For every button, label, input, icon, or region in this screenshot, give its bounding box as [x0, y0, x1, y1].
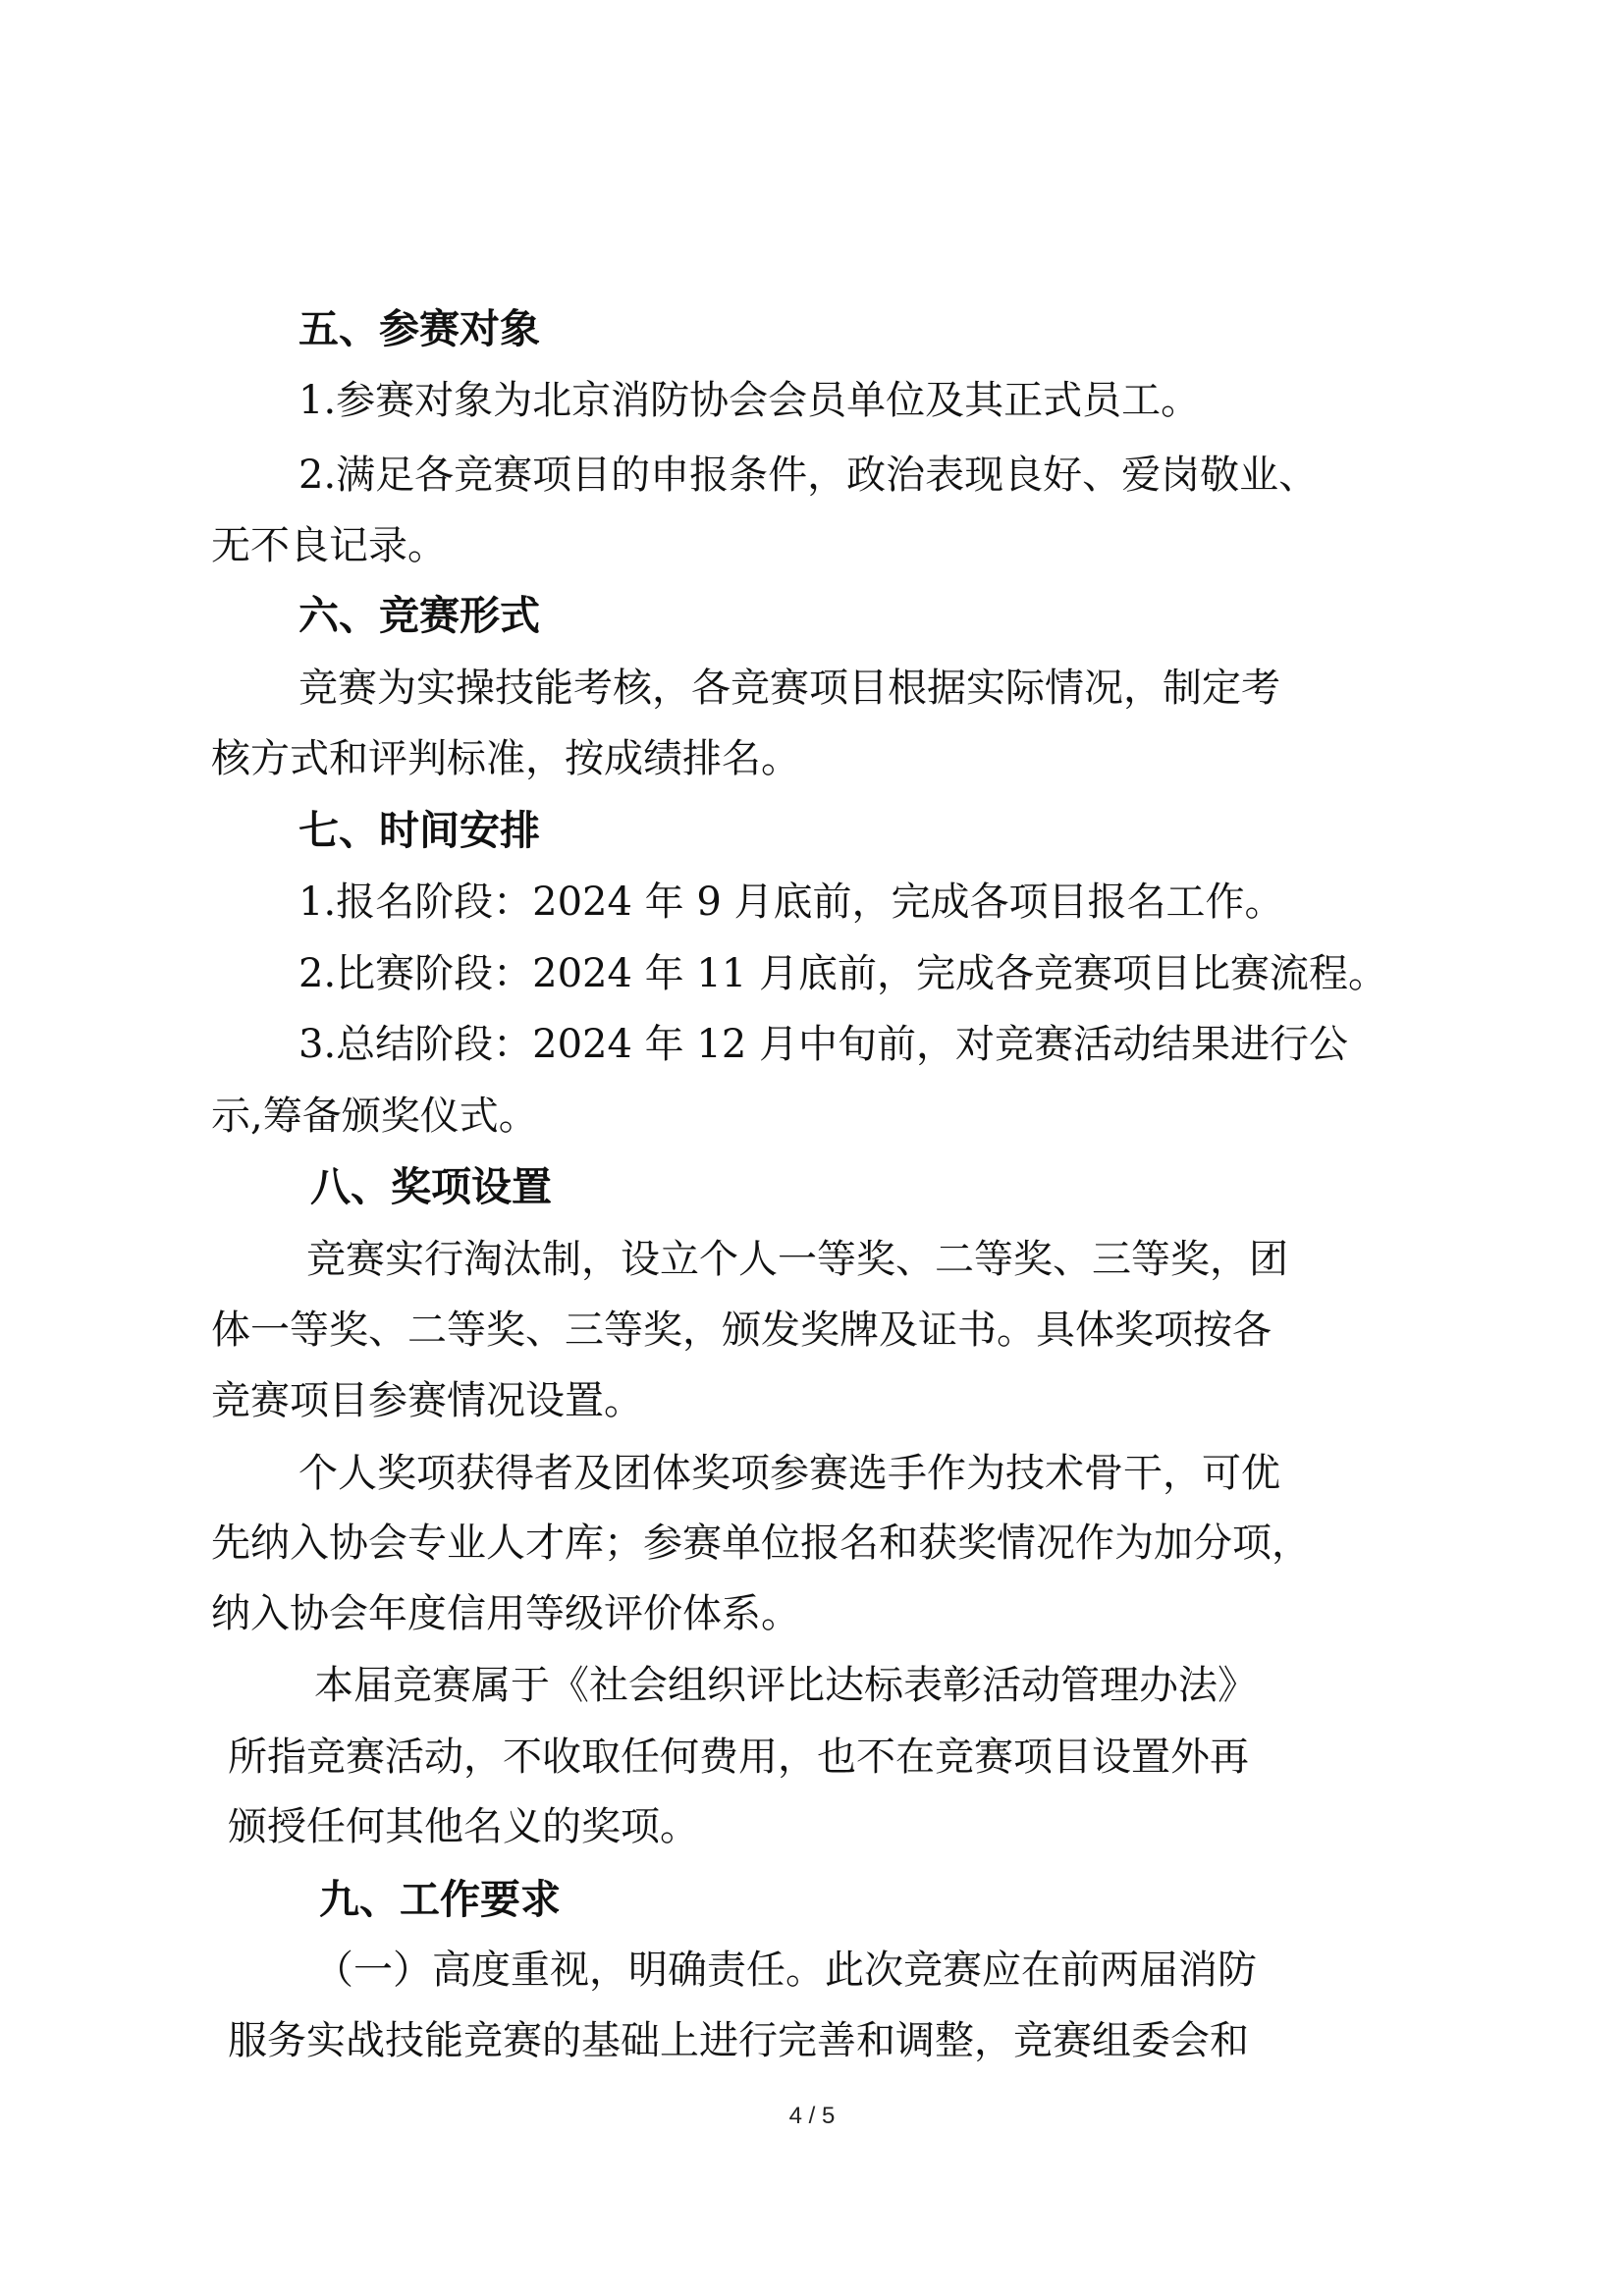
- paragraph-line: 服务实战技能竞赛的基础上进行完善和调整，竞赛组委会和: [228, 2018, 1249, 2063]
- paragraph-line: 所指竞赛活动，不收取任何费用，也不在竞赛项目设置外再: [228, 1735, 1249, 1780]
- paragraph-line: 3.总结阶段：2024 年 12 月中旬前，对竞赛活动结果进行公: [298, 1022, 1349, 1067]
- paragraph-line: 核方式和评判标准，按成绩排名。: [211, 736, 800, 781]
- paragraph-line: （一）高度重视，明确责任。此次竞赛应在前两届消防: [314, 1948, 1257, 1993]
- paragraph-line: 竞赛项目参赛情况设置。: [211, 1378, 643, 1423]
- paragraph-line: 先纳入协会专业人才库；参赛单位报名和获奖情况作为加分项，: [211, 1521, 1311, 1566]
- paragraph-line: 本届竞赛属于《社会组织评比达标表彰活动管理办法》: [314, 1663, 1257, 1708]
- paragraph-line: 个人奖项获得者及团体奖项参赛选手作为技术骨干，可优: [298, 1451, 1280, 1496]
- section-heading-format: 六、竞赛形式: [298, 592, 540, 639]
- paragraph-line: 1.报名阶段：2024 年 9 月底前，完成各项目报名工作。: [298, 880, 1284, 925]
- paragraph-line: 2.比赛阶段：2024 年 11 月底前，完成各竞赛项目比赛流程。: [298, 951, 1388, 996]
- paragraph-line: 2.满足各竞赛项目的申报条件，政治表现良好、爱岗敬业、: [298, 453, 1319, 498]
- paragraph-line: 纳入协会年度信用等级评价体系。: [211, 1591, 800, 1636]
- paragraph-line: 竞赛为实操技能考核，各竞赛项目根据实际情况，制定考: [298, 666, 1280, 711]
- paragraph-line: 体一等奖、二等奖、三等奖，颁发奖牌及证书。具体奖项按各: [211, 1308, 1272, 1353]
- section-heading-participants: 五、参赛对象: [298, 305, 540, 352]
- paragraph-line: 示,筹备颁奖仪式。: [211, 1094, 538, 1139]
- paragraph-line: 1.参赛对象为北京消防协会会员单位及其正式员工。: [298, 378, 1201, 423]
- section-heading-schedule: 七、时间安排: [298, 807, 540, 854]
- paragraph-line: 颁授任何其他名义的奖项。: [228, 1804, 699, 1849]
- section-heading-awards: 八、奖项设置: [310, 1163, 552, 1210]
- paragraph-line: 竞赛实行淘汰制，设立个人一等奖、二等奖、三等奖，团: [306, 1237, 1288, 1282]
- page-number: 4 / 5: [788, 2103, 836, 2129]
- paragraph-line: 无不良记录。: [211, 523, 447, 568]
- section-heading-requirements: 九、工作要求: [319, 1876, 561, 1923]
